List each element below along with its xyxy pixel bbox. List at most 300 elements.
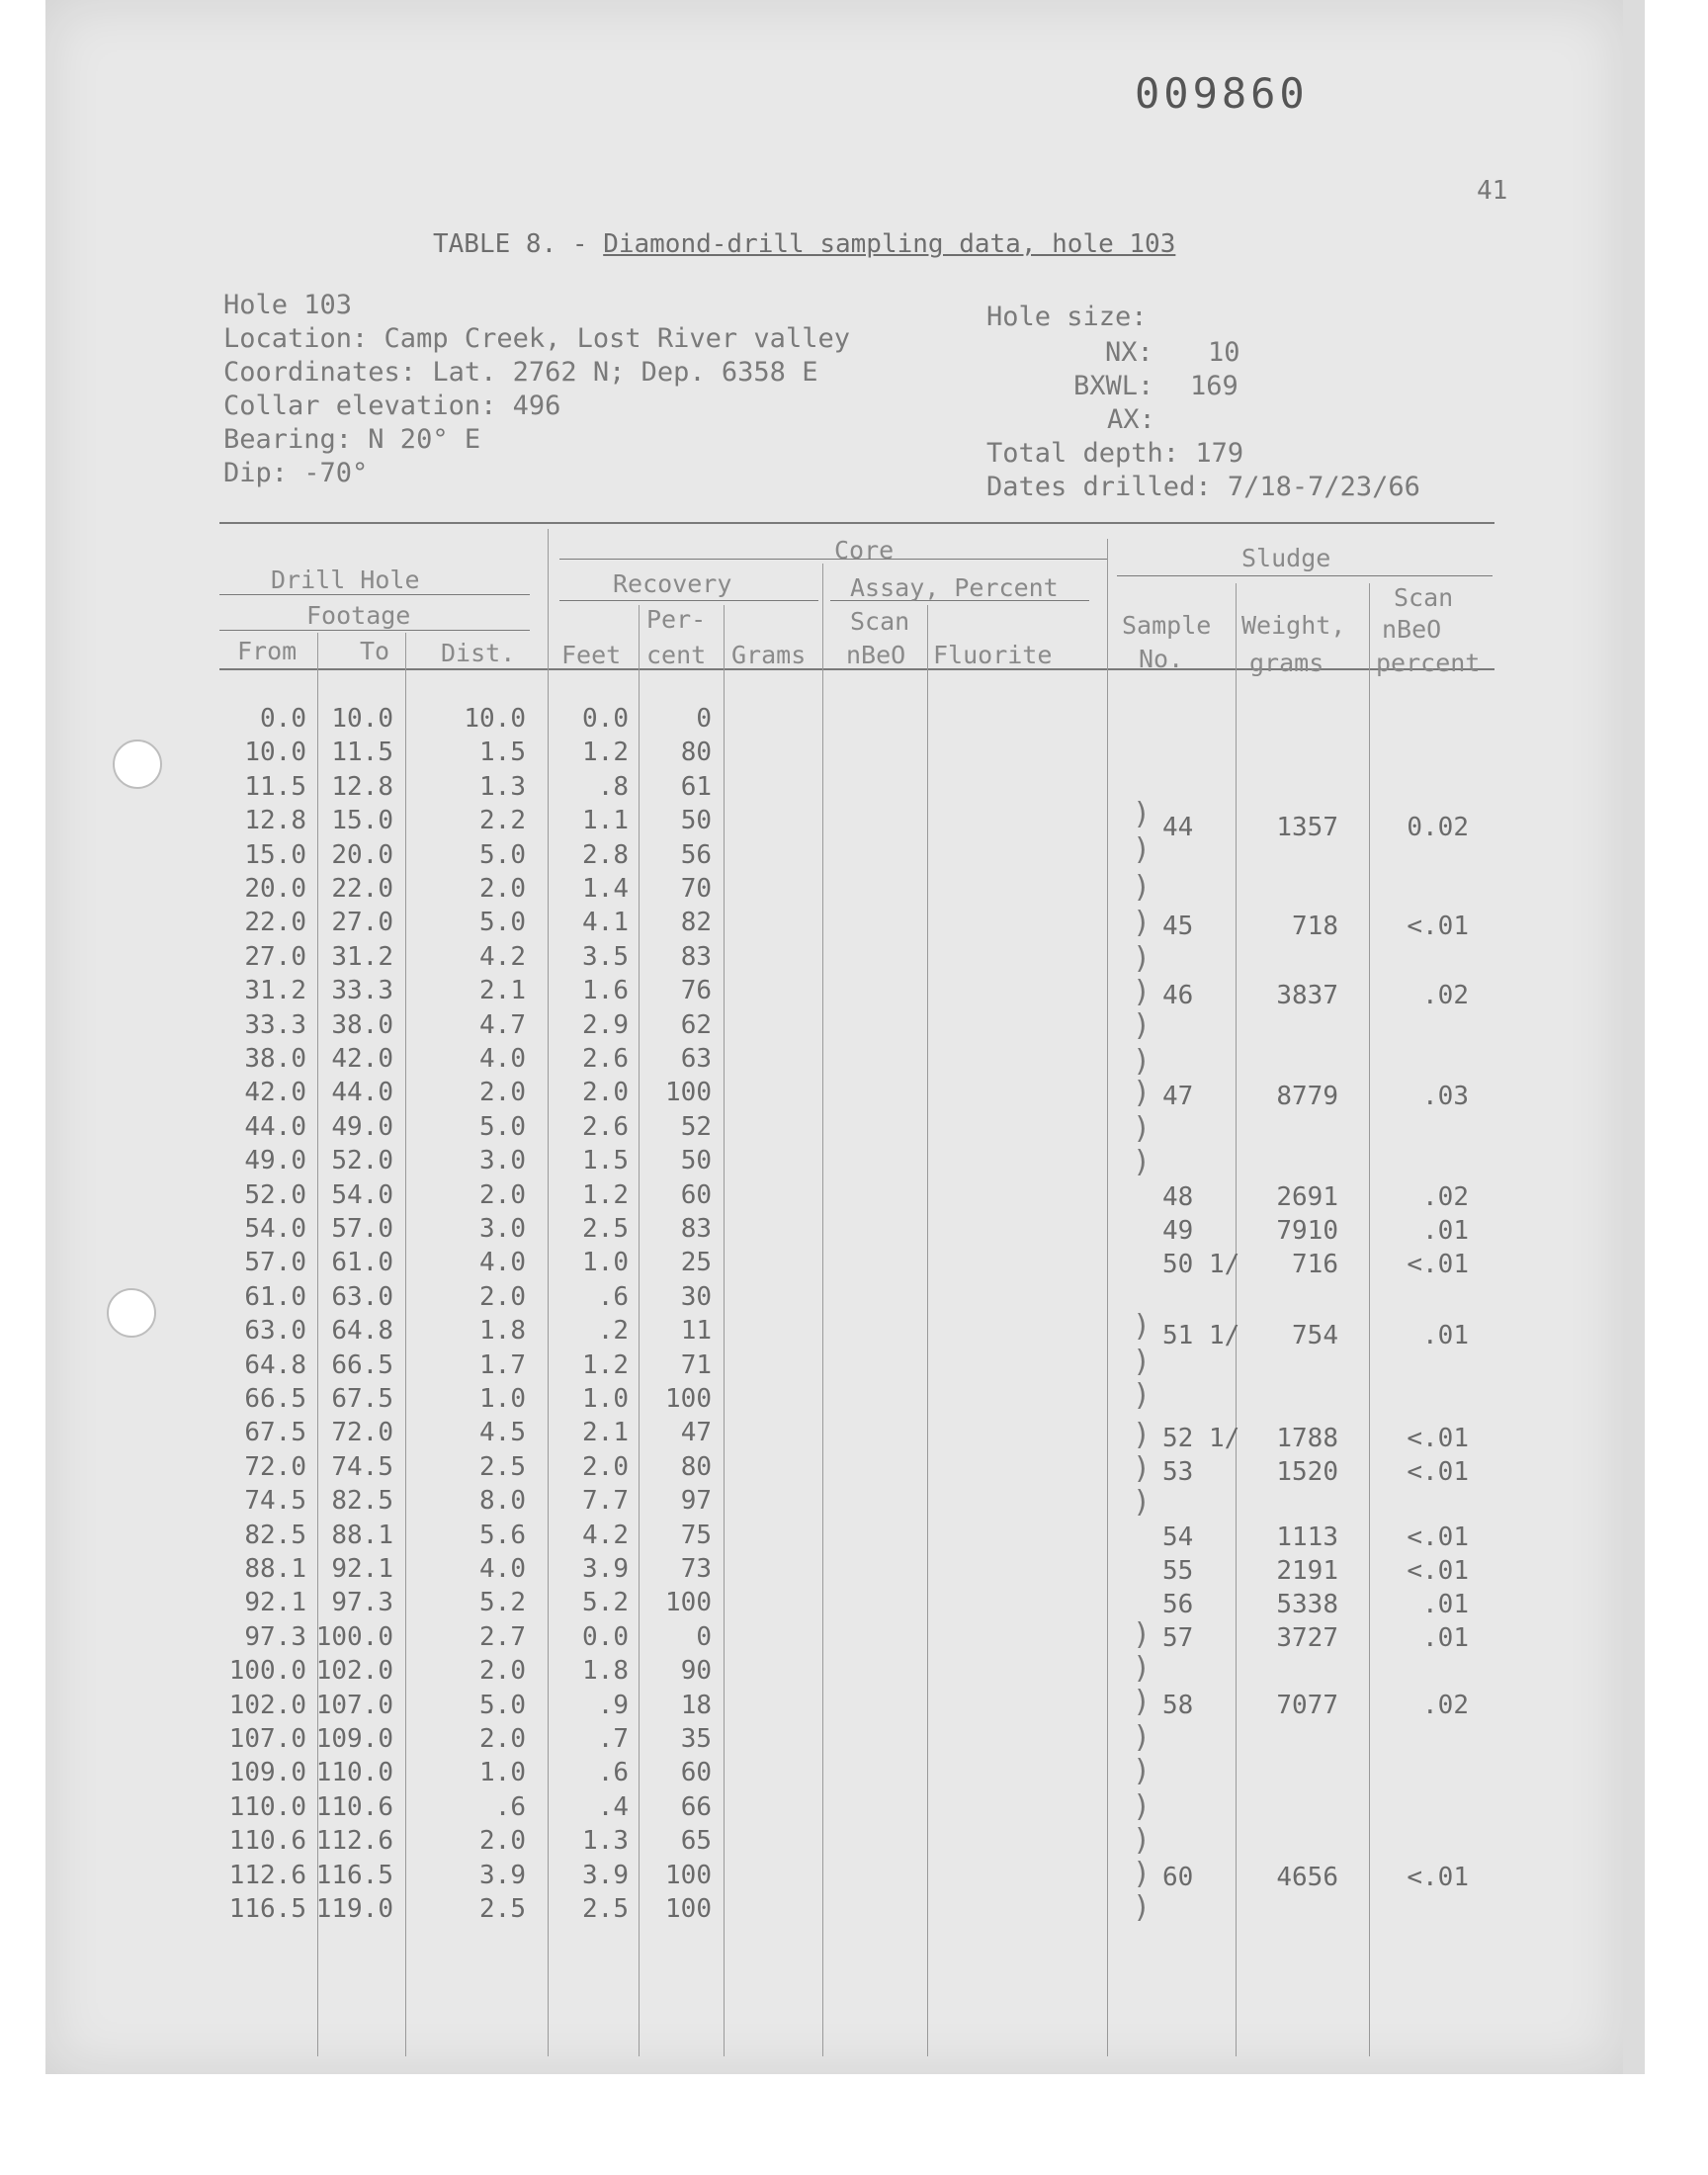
sludge-scan-nbeo: <.01 — [1407, 1457, 1469, 1487]
cell-to: 72.0 — [331, 1418, 393, 1448]
meta-collar-elevation: Collar elevation: 496 — [223, 391, 561, 421]
sludge-sample-no: 51 1/ — [1162, 1321, 1240, 1350]
cell-to: 11.5 — [331, 738, 393, 768]
sludge-brace-mark: ) — [1133, 1309, 1152, 1344]
cell-from: 72.0 — [244, 1451, 306, 1482]
cell-dist: 2.0 — [479, 1281, 526, 1312]
cell-from: 42.0 — [244, 1078, 306, 1108]
sludge-weight: 7077 — [1276, 1691, 1338, 1720]
col-rule-scan-fluorite — [927, 605, 928, 2056]
cell-percent: 56 — [680, 839, 712, 870]
cell-feet: 1.2 — [582, 1349, 629, 1380]
cell-percent: 60 — [680, 1758, 712, 1788]
cell-to: 74.5 — [331, 1451, 393, 1482]
header-assay: Assay, Percent — [850, 573, 1059, 602]
cell-to: 61.0 — [331, 1248, 393, 1278]
cell-feet: 1.4 — [582, 874, 629, 904]
cell-to: 92.1 — [331, 1554, 393, 1584]
meta-coordinates: Coordinates: Lat. 2762 N; Dep. 6358 E — [223, 357, 818, 388]
cell-to: 97.3 — [331, 1588, 393, 1618]
cell-feet: .9 — [597, 1690, 629, 1720]
cell-from: 61.0 — [244, 1281, 306, 1312]
cell-percent: 90 — [680, 1656, 712, 1687]
sludge-sample-no: 49 — [1162, 1216, 1194, 1246]
cell-dist: 5.0 — [479, 908, 526, 938]
cell-feet: 4.1 — [582, 908, 629, 938]
cell-dist: 1.0 — [479, 1758, 526, 1788]
cell-feet: 1.2 — [582, 738, 629, 768]
drill-hole-rule — [219, 594, 530, 595]
cell-from: 20.0 — [244, 874, 306, 904]
meta-dates-drilled: Dates drilled: 7/18-7/23/66 — [986, 472, 1420, 502]
cell-dist: 4.7 — [479, 1009, 526, 1040]
cell-to: 42.0 — [331, 1044, 393, 1074]
header-drill-hole: Drill Hole — [271, 566, 420, 594]
meta-location: Location: Camp Creek, Lost River valley — [223, 323, 850, 354]
cell-feet: 1.0 — [582, 1384, 629, 1414]
cell-from: 57.0 — [244, 1248, 306, 1278]
page-number: 41 — [1477, 176, 1508, 206]
cell-percent: 35 — [680, 1724, 712, 1754]
cell-to: 54.0 — [331, 1179, 393, 1210]
sludge-header-rule — [1117, 575, 1493, 576]
header-scan-sludge: Scan — [1394, 583, 1454, 612]
header-percent: percent — [1376, 649, 1481, 677]
col-rule-percent-grams — [724, 605, 725, 2056]
cell-feet: 1.0 — [582, 1248, 629, 1278]
cell-to: 20.0 — [331, 839, 393, 870]
cell-dist: 8.0 — [479, 1486, 526, 1517]
sludge-sample-no: 48 — [1162, 1182, 1194, 1212]
header-from: From — [237, 637, 298, 665]
cell-feet: 4.2 — [582, 1520, 629, 1550]
cell-dist: 2.1 — [479, 976, 526, 1006]
cell-to: 82.5 — [331, 1486, 393, 1517]
cell-feet: 0.0 — [582, 1621, 629, 1652]
cell-feet: 5.2 — [582, 1588, 629, 1618]
cell-percent: 60 — [680, 1179, 712, 1210]
cell-dist: 4.0 — [479, 1554, 526, 1584]
cell-dist: 4.5 — [479, 1418, 526, 1448]
cell-percent: 61 — [680, 771, 712, 802]
sludge-scan-nbeo: .02 — [1422, 1182, 1469, 1212]
cell-to: 10.0 — [331, 704, 393, 734]
sludge-sample-no: 52 1/ — [1162, 1424, 1240, 1453]
hole-meta-left — [223, 289, 850, 490]
cell-feet: .4 — [597, 1791, 629, 1822]
cell-feet: 3.9 — [582, 1860, 629, 1890]
sheet-edge — [1623, 0, 1645, 2074]
sludge-scan-nbeo: .01 — [1422, 1321, 1469, 1350]
cell-to: 38.0 — [331, 1009, 393, 1040]
table-top-rule — [219, 522, 1494, 524]
punch-hole-top — [113, 740, 162, 789]
sludge-weight: 8779 — [1276, 1082, 1338, 1111]
cell-percent: 30 — [680, 1281, 712, 1312]
cell-dist: 5.2 — [479, 1588, 526, 1618]
cell-percent: 25 — [680, 1248, 712, 1278]
core-header-rule — [559, 559, 1107, 560]
meta-hole-size: Hole size: — [986, 302, 1148, 332]
cell-feet: 1.2 — [582, 1179, 629, 1210]
sludge-brace-mark: ) — [1133, 1076, 1152, 1110]
cell-from: 54.0 — [244, 1214, 306, 1244]
cell-percent: 18 — [680, 1690, 712, 1720]
header-per: Per- — [646, 605, 707, 634]
sludge-sample-no: 57 — [1162, 1623, 1194, 1653]
cell-from: 74.5 — [244, 1486, 306, 1517]
header-cent: cent — [646, 641, 707, 669]
sludge-weight: 716 — [1292, 1250, 1338, 1279]
sludge-sample-no: 46 — [1162, 981, 1194, 1010]
table-title — [433, 229, 1175, 259]
cell-percent: 82 — [680, 908, 712, 938]
sludge-scan-nbeo: <.01 — [1407, 1424, 1469, 1453]
sludge-sample-no: 50 1/ — [1162, 1250, 1240, 1279]
cell-to: 64.8 — [331, 1316, 393, 1347]
sludge-scan-nbeo: <.01 — [1407, 1522, 1469, 1552]
header-core: Core — [834, 536, 895, 565]
meta-nx-value: 10 — [1208, 337, 1240, 368]
sludge-brace-mark: ) — [1133, 832, 1152, 867]
header-sample: Sample — [1122, 611, 1212, 640]
cell-percent: 0 — [696, 704, 712, 734]
sludge-weight: 5338 — [1276, 1590, 1338, 1619]
cell-percent: 80 — [680, 738, 712, 768]
cell-feet: .7 — [597, 1724, 629, 1754]
header-dist: Dist. — [441, 639, 516, 667]
sludge-sample-no: 47 — [1162, 1082, 1194, 1111]
meta-hole: Hole 103 — [223, 290, 353, 320]
cell-percent: 50 — [680, 1146, 712, 1176]
col-rule-sample-weight — [1236, 583, 1237, 2056]
cell-percent: 65 — [680, 1826, 712, 1857]
cell-dist: 2.2 — [479, 806, 526, 836]
cell-to: 31.2 — [331, 941, 393, 972]
cell-feet: 2.5 — [582, 1214, 629, 1244]
cell-dist: 2.5 — [479, 1451, 526, 1482]
sludge-scan-nbeo: .03 — [1422, 1082, 1469, 1111]
table-title-prefix: TABLE 8. - — [433, 229, 604, 259]
header-weight-grams: grams — [1249, 649, 1324, 677]
cell-percent: 75 — [680, 1520, 712, 1550]
sludge-weight: 1357 — [1276, 813, 1338, 842]
cell-feet: 2.5 — [582, 1894, 629, 1924]
sludge-sample-no: 55 — [1162, 1556, 1194, 1586]
sludge-scan-nbeo: 0.02 — [1407, 813, 1469, 842]
sludge-brace-mark: ) — [1133, 1418, 1152, 1452]
cell-from: 33.3 — [244, 1009, 306, 1040]
cell-percent: 63 — [680, 1044, 712, 1074]
sludge-weight: 7910 — [1276, 1216, 1338, 1246]
cell-feet: 1.1 — [582, 806, 629, 836]
sludge-scan-nbeo: .02 — [1422, 981, 1469, 1010]
cell-dist: 2.0 — [479, 1724, 526, 1754]
cell-from: 52.0 — [244, 1179, 306, 1210]
cell-to: 44.0 — [331, 1078, 393, 1108]
cell-dist: 1.7 — [479, 1349, 526, 1380]
sludge-weight: 1520 — [1276, 1457, 1338, 1487]
cell-dist: 2.0 — [479, 1656, 526, 1687]
sludge-brace-mark: ) — [1133, 1720, 1152, 1755]
cell-dist: 5.0 — [479, 839, 526, 870]
cell-feet: 1.8 — [582, 1656, 629, 1687]
cell-percent: 47 — [680, 1418, 712, 1448]
cell-from: 107.0 — [228, 1724, 306, 1754]
cell-feet: 2.9 — [582, 1009, 629, 1040]
header-nbeo-sludge: nBeO — [1382, 615, 1442, 644]
cell-dist: 1.5 — [479, 738, 526, 768]
cell-percent: 100 — [665, 1384, 712, 1414]
cell-percent: 80 — [680, 1451, 712, 1482]
cell-percent: 0 — [696, 1621, 712, 1652]
cell-to: 100.0 — [315, 1621, 393, 1652]
cell-percent: 100 — [665, 1860, 712, 1890]
sludge-brace-mark: ) — [1133, 1378, 1152, 1413]
col-rule-grams-scan — [822, 564, 823, 2056]
sludge-brace-mark: ) — [1133, 1111, 1152, 1146]
sludge-scan-nbeo: .01 — [1422, 1216, 1469, 1246]
cell-dist: 5.0 — [479, 1111, 526, 1142]
header-no: No. — [1139, 645, 1184, 673]
sludge-scan-nbeo: .02 — [1422, 1691, 1469, 1720]
sludge-weight: 1788 — [1276, 1424, 1338, 1453]
cell-to: 67.5 — [331, 1384, 393, 1414]
table-title-main: Diamond-drill sampling data, hole 103 — [603, 229, 1176, 259]
header-nbeo-core: nBeO — [846, 641, 906, 669]
cell-from: 27.0 — [244, 941, 306, 972]
cell-dist: 1.0 — [479, 1384, 526, 1414]
header-recovery: Recovery — [613, 569, 732, 598]
meta-bearing: Bearing: N 20° E — [223, 424, 481, 455]
cell-to: 107.0 — [315, 1690, 393, 1720]
cell-from: 92.1 — [244, 1588, 306, 1618]
cell-feet: 0.0 — [582, 704, 629, 734]
cell-to: 109.0 — [315, 1724, 393, 1754]
sludge-brace-mark: ) — [1133, 1651, 1152, 1686]
cell-feet: 3.5 — [582, 941, 629, 972]
cell-dist: 2.5 — [479, 1894, 526, 1924]
cell-from: 11.5 — [244, 771, 306, 802]
cell-from: 116.5 — [228, 1894, 306, 1924]
cell-percent: 100 — [665, 1588, 712, 1618]
sludge-scan-nbeo: <.01 — [1407, 1863, 1469, 1892]
cell-from: 102.0 — [228, 1690, 306, 1720]
document-code: 009860 — [1135, 69, 1309, 118]
cell-feet: .2 — [597, 1316, 629, 1347]
cell-dist: .6 — [494, 1791, 526, 1822]
meta-ax-label: AX: — [1107, 404, 1155, 435]
cell-dist: 4.0 — [479, 1248, 526, 1278]
cell-percent: 62 — [680, 1009, 712, 1040]
cell-percent: 71 — [680, 1349, 712, 1380]
header-footage: Footage — [306, 601, 411, 630]
sludge-weight: 754 — [1292, 1321, 1338, 1350]
cell-dist: 3.0 — [479, 1146, 526, 1176]
meta-bxwl-label: BXWL: — [1073, 371, 1154, 401]
header-to: To — [360, 637, 390, 665]
cell-feet: .6 — [597, 1281, 629, 1312]
cell-dist: 5.0 — [479, 1690, 526, 1720]
cell-from: 100.0 — [228, 1656, 306, 1687]
cell-to: 116.5 — [315, 1860, 393, 1890]
cell-to: 66.5 — [331, 1349, 393, 1380]
cell-percent: 73 — [680, 1554, 712, 1584]
header-sludge: Sludge — [1241, 544, 1331, 572]
cell-dist: 3.0 — [479, 1214, 526, 1244]
sludge-brace-mark: ) — [1133, 870, 1152, 905]
cell-from: 82.5 — [244, 1520, 306, 1550]
cell-to: 12.8 — [331, 771, 393, 802]
cell-to: 49.0 — [331, 1111, 393, 1142]
cell-percent: 83 — [680, 1214, 712, 1244]
cell-feet: 7.7 — [582, 1486, 629, 1517]
cell-feet: 2.1 — [582, 1418, 629, 1448]
cell-feet: 2.6 — [582, 1111, 629, 1142]
cell-to: 110.0 — [315, 1758, 393, 1788]
cell-from: 88.1 — [244, 1554, 306, 1584]
header-feet: Feet — [561, 641, 622, 669]
sludge-brace-mark: ) — [1133, 1685, 1152, 1719]
cell-from: 63.0 — [244, 1316, 306, 1347]
cell-feet: 1.5 — [582, 1146, 629, 1176]
sludge-brace-mark: ) — [1133, 1008, 1152, 1043]
sludge-scan-nbeo: <.01 — [1407, 1556, 1469, 1586]
cell-feet: 1.6 — [582, 976, 629, 1006]
punch-hole-bottom — [107, 1288, 156, 1338]
cell-to: 63.0 — [331, 1281, 393, 1312]
cell-dist: 2.7 — [479, 1621, 526, 1652]
meta-total-depth: Total depth: 179 — [986, 438, 1244, 469]
cell-feet: 2.0 — [582, 1078, 629, 1108]
cell-dist: 2.0 — [479, 1179, 526, 1210]
cell-from: 49.0 — [244, 1146, 306, 1176]
cell-from: 10.0 — [244, 738, 306, 768]
sludge-brace-mark: ) — [1133, 1754, 1152, 1788]
sludge-scan-nbeo: <.01 — [1407, 1250, 1469, 1279]
sludge-scan-nbeo: .01 — [1422, 1590, 1469, 1619]
sludge-brace-mark: ) — [1133, 1145, 1152, 1179]
cell-dist: 10.0 — [464, 704, 526, 734]
sludge-weight: 2191 — [1276, 1556, 1338, 1586]
sludge-brace-mark: ) — [1133, 1789, 1152, 1824]
sludge-brace-mark: ) — [1133, 941, 1152, 976]
cell-from: 0.0 — [260, 704, 306, 734]
cell-from: 66.5 — [244, 1384, 306, 1414]
sludge-weight: 3727 — [1276, 1623, 1338, 1653]
meta-dip: Dip: -70° — [223, 458, 369, 488]
cell-from: 64.8 — [244, 1349, 306, 1380]
cell-dist: 5.6 — [479, 1520, 526, 1550]
sludge-brace-mark: ) — [1133, 1044, 1152, 1079]
sludge-brace-mark: ) — [1133, 797, 1152, 831]
cell-feet: 1.3 — [582, 1826, 629, 1857]
meta-bxwl-value: 169 — [1190, 371, 1238, 401]
cell-to: 33.3 — [331, 976, 393, 1006]
cell-percent: 97 — [680, 1486, 712, 1517]
cell-dist: 4.0 — [479, 1044, 526, 1074]
cell-from: 67.5 — [244, 1418, 306, 1448]
cell-from: 15.0 — [244, 839, 306, 870]
sludge-weight: 4656 — [1276, 1863, 1338, 1892]
footage-rule — [219, 630, 530, 631]
cell-to: 110.6 — [315, 1791, 393, 1822]
sludge-brace-mark: ) — [1133, 1345, 1152, 1379]
cell-percent: 83 — [680, 941, 712, 972]
sludge-brace-mark: ) — [1133, 906, 1152, 940]
sludge-sample-no: 44 — [1162, 813, 1194, 842]
sludge-brace-mark: ) — [1133, 1485, 1152, 1520]
sludge-weight: 718 — [1292, 912, 1338, 941]
cell-from: 12.8 — [244, 806, 306, 836]
sludge-sample-no: 60 — [1162, 1863, 1194, 1892]
sludge-brace-mark: ) — [1133, 1451, 1152, 1486]
cell-percent: 100 — [665, 1078, 712, 1108]
cell-dist: 2.0 — [479, 874, 526, 904]
cell-percent: 100 — [665, 1894, 712, 1924]
cell-dist: 4.2 — [479, 941, 526, 972]
cell-feet: .6 — [597, 1758, 629, 1788]
sludge-sample-no: 53 — [1162, 1457, 1194, 1487]
cell-to: 52.0 — [331, 1146, 393, 1176]
sludge-weight: 3837 — [1276, 981, 1338, 1010]
cell-to: 112.6 — [315, 1826, 393, 1857]
header-weight: Weight, — [1241, 611, 1346, 640]
cell-percent: 70 — [680, 874, 712, 904]
cell-percent: 76 — [680, 976, 712, 1006]
cell-to: 102.0 — [315, 1656, 393, 1687]
header-grams: Grams — [731, 641, 807, 669]
cell-to: 15.0 — [331, 806, 393, 836]
header-scan-core: Scan — [850, 607, 910, 636]
meta-nx-label: NX: — [1105, 337, 1153, 368]
col-rule-weight-scan — [1369, 583, 1370, 2056]
cell-from: 109.0 — [228, 1758, 306, 1788]
cell-percent: 66 — [680, 1791, 712, 1822]
cell-from: 44.0 — [244, 1111, 306, 1142]
cell-to: 88.1 — [331, 1520, 393, 1550]
cell-from: 110.6 — [228, 1826, 306, 1857]
cell-from: 22.0 — [244, 908, 306, 938]
header-fluorite: Fluorite — [933, 641, 1053, 669]
cell-feet: .8 — [597, 771, 629, 802]
col-rule-core-sludge — [1107, 539, 1108, 2056]
cell-from: 110.0 — [228, 1791, 306, 1822]
cell-dist: 2.0 — [479, 1078, 526, 1108]
sludge-brace-mark: ) — [1133, 1823, 1152, 1858]
sludge-brace-mark: ) — [1133, 1890, 1152, 1925]
sludge-sample-no: 54 — [1162, 1522, 1194, 1552]
cell-to: 119.0 — [315, 1894, 393, 1924]
cell-to: 57.0 — [331, 1214, 393, 1244]
cell-dist: 1.8 — [479, 1316, 526, 1347]
cell-to: 22.0 — [331, 874, 393, 904]
cell-feet: 3.9 — [582, 1554, 629, 1584]
sludge-weight: 2691 — [1276, 1182, 1338, 1212]
cell-dist: 1.3 — [479, 771, 526, 802]
cell-percent: 50 — [680, 806, 712, 836]
cell-to: 27.0 — [331, 908, 393, 938]
recovery-rule — [559, 600, 818, 601]
sludge-brace-mark: ) — [1133, 1857, 1152, 1891]
cell-from: 38.0 — [244, 1044, 306, 1074]
cell-dist: 2.0 — [479, 1826, 526, 1857]
sludge-scan-nbeo: <.01 — [1407, 912, 1469, 941]
sludge-sample-no: 56 — [1162, 1590, 1194, 1619]
cell-feet: 2.8 — [582, 839, 629, 870]
cell-from: 31.2 — [244, 976, 306, 1006]
cell-from: 97.3 — [244, 1621, 306, 1652]
